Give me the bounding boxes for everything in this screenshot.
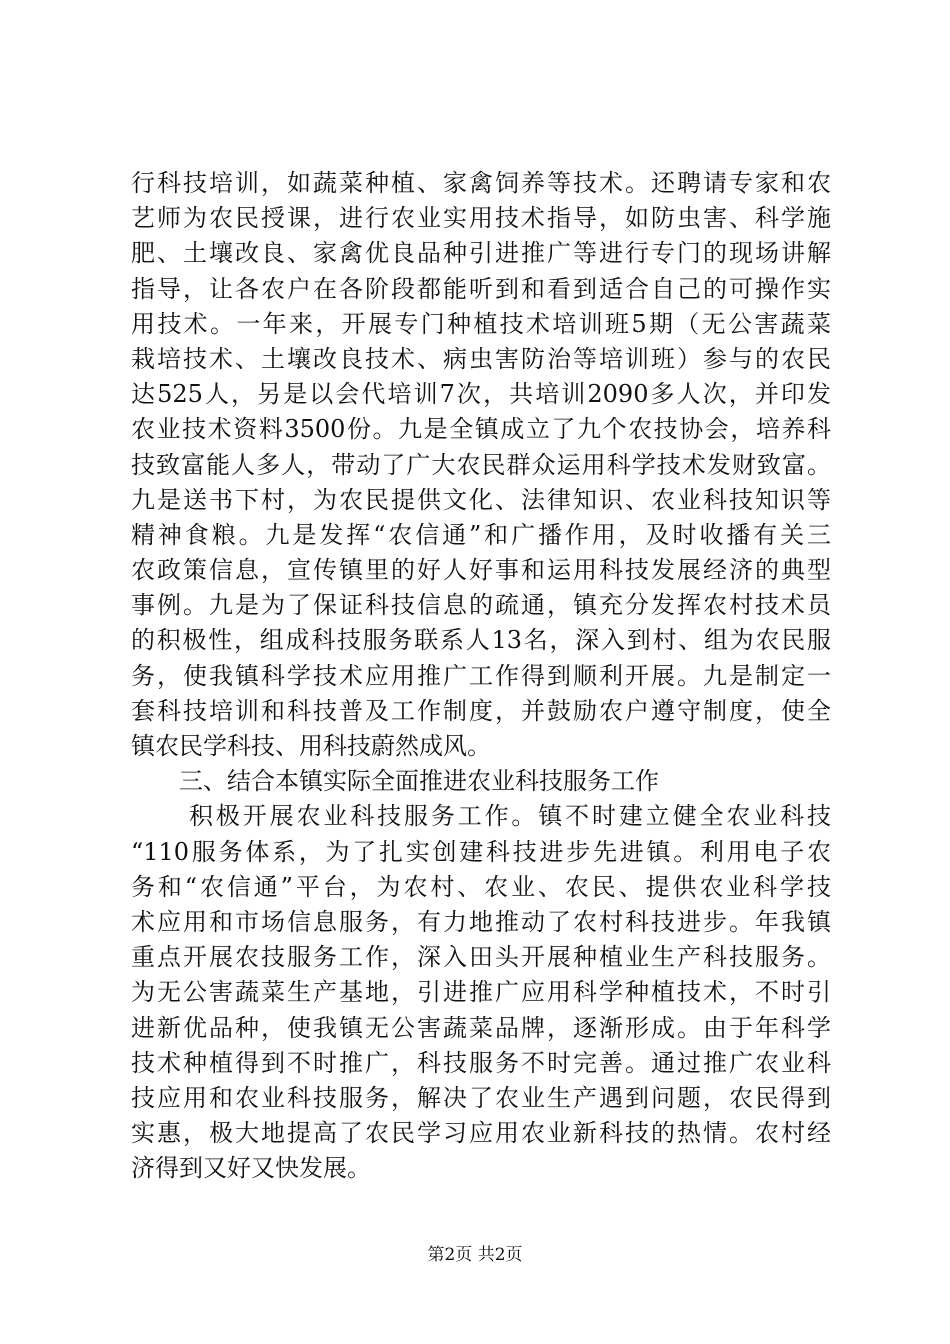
text-line: 技术种植得到不时推广，科技服务不时完善。通过推广农业科 <box>131 1048 831 1077</box>
text-line: 的积极性，组成科技服务联系人13名，深入到村、组为农民服 <box>131 626 831 655</box>
text-line: 达525人，另是以会代培训7次，共培训2090多人次，并印发 <box>131 380 831 409</box>
text-line: 农政策信息，宣传镇里的好人好事和运用科技发展经济的典型 <box>131 556 831 585</box>
text-line: 重点开展农技服务工作，深入田头开展种植业生产科技服务。 <box>131 943 831 972</box>
text-line: 务和“农信通”平台，为农村、农业、农民、提供农业科学技 <box>131 872 831 901</box>
text-line: 为无公害蔬菜生产基地，引进推广应用科学种植技术，不时引 <box>131 978 831 1007</box>
text-line: 精神食粮。九是发挥“农信通”和广播作用，及时收播有关三 <box>131 520 831 549</box>
page-number: 第2页 共2页 <box>427 1245 523 1265</box>
text-line: 套科技培训和科技普及工作制度，并鼓励农户遵守制度，使全 <box>131 696 831 725</box>
text-line: “110服务体系，为了扎实创建科技进步先进镇。利用电子农 <box>131 837 831 866</box>
text-line: 术应用和市场信息服务，有力地推动了农村科技进步。年我镇 <box>131 907 831 936</box>
text-line: 技应用和农业科技服务，解决了农业生产遇到问题，农民得到 <box>131 1083 831 1112</box>
page-footer <box>0 1244 950 1266</box>
body-text <box>131 166 831 1186</box>
text-line: 艺师为农民授课，进行农业实用技术指导，如防虫害、科学施 <box>131 204 831 233</box>
text-line: 行科技培训，如蔬菜种植、家禽饲养等技术。还聘请专家和农 <box>131 169 831 197</box>
text-line: 务，使我镇科学技术应用推广工作得到顺利开展。九是制定一 <box>131 661 831 690</box>
text-line: 用技术。一年来，开展专门种植技术培训班5期（无公害蔬菜 <box>131 309 831 338</box>
text-line: 积极开展农业科技服务工作。镇不时建立健全农业科技 <box>189 802 831 831</box>
text-line: 济得到又好又快发展。 <box>131 1154 371 1183</box>
text-line: 九是送书下村，为农民提供文化、法律知识、农业科技知识等 <box>131 485 831 514</box>
text-line: 进新优品种，使我镇无公害蔬菜品牌，逐渐形成。由于年科学 <box>131 1013 831 1042</box>
text-line: 农业技术资料3500份。九是全镇成立了九个农技协会，培养科 <box>131 415 831 444</box>
text-line: 肥、土壤改良、家禽优良品种引进推广等进行专门的现场讲解 <box>131 239 831 268</box>
section-heading: 三、结合本镇实际全面推进农业科技服务工作 <box>179 767 659 796</box>
text-line: 技致富能人多人，带动了广大农民群众运用科学技术发财致富。 <box>131 450 831 479</box>
text-line: 指导，让各农户在各阶段都能听到和看到适合自己的可操作实 <box>131 274 831 303</box>
text-line: 镇农民学科技、用科技蔚然成风。 <box>131 732 491 760</box>
text-line: 栽培技术、土壤改良技术、病虫害防治等培训班）参与的农民 <box>131 344 831 373</box>
text-line: 实惠，极大地提高了农民学习应用农业新科技的热情。农村经 <box>131 1119 831 1148</box>
text-line: 事例。九是为了保证科技信息的疏通，镇充分发挥农村技术员 <box>131 591 831 620</box>
